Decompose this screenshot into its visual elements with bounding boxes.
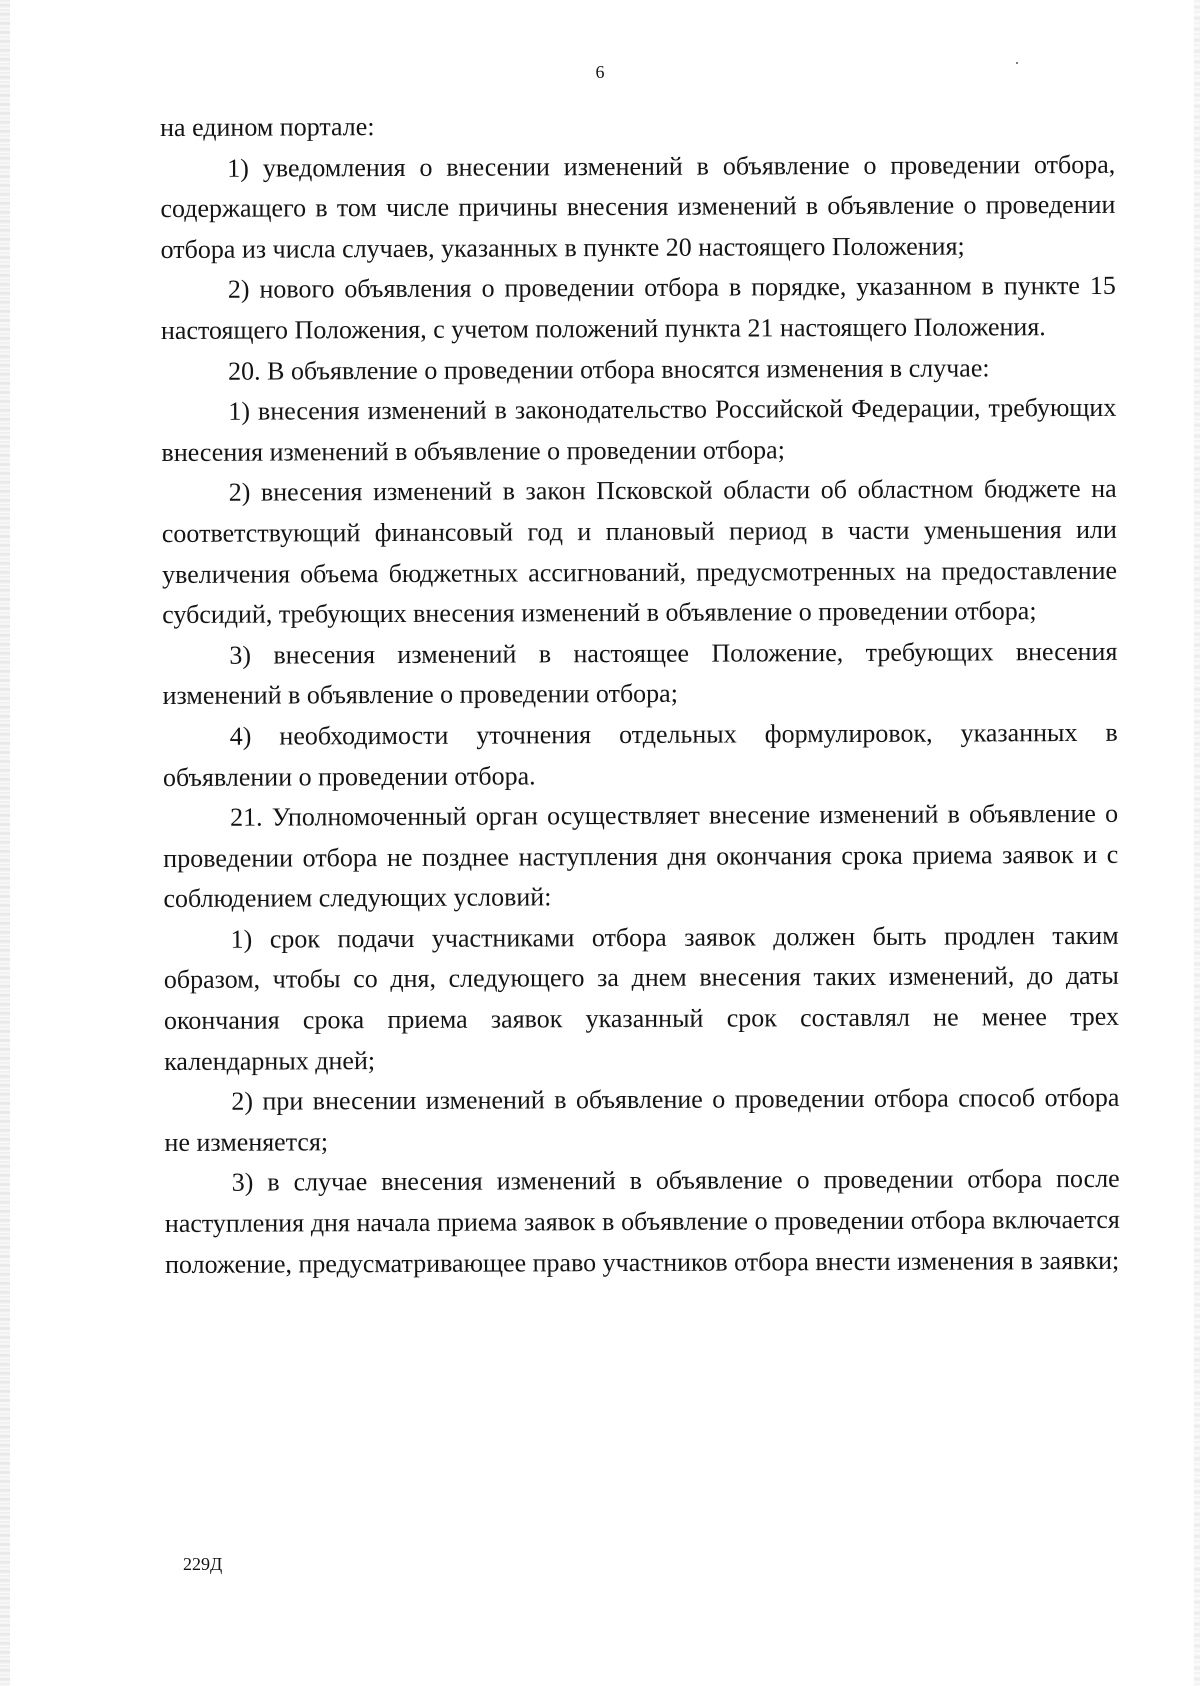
paragraph: 1) внесения изменений в законодательство Российской Федерации, требующих внесения изменений в объявление о проведении отбора; bbox=[161, 392, 1117, 467]
paragraph: 20. В объявление о проведении отбора вносятся изменения в случае: bbox=[228, 352, 990, 386]
paragraph: 1) срок подачи участниками отбора заявок должен быть продлен таким образом, чтобы со дня, следующего за днем внесения таких изменений, до даты окончания срока приема заявок указанный срок составлял не менее трех календарных дней; bbox=[163, 920, 1120, 1076]
scan-edge-left bbox=[0, 0, 10, 1686]
paragraph: 2) нового объявления о проведении отбора в порядке, указанном в пункте 15 настоящего Положения, с учетом положений пункта 21 настоящего Положения. bbox=[160, 271, 1116, 345]
paragraph: 4) необходимости уточнения отдельных формулировок, указанных в объявлении о проведении отбора. bbox=[162, 717, 1118, 792]
paragraph: 3) внесения изменений в настоящее Положение, требующих внесения изменений в объявление о проведении отбора; bbox=[162, 636, 1118, 711]
paragraph: 21. Уполномоченный орган осуществляет внесение изменений в объявление о проведении отбора не позднее наступления дня окончания срока приема заявок и с соблюдением следующих условий: bbox=[163, 798, 1119, 914]
paragraph: 2) внесения изменений в закон Псковской области об областном бюджете на соответствующий финансовый год и плановый период в части уменьшения или увеличения объема бюджетных ассигнований, предусмотренных на предоставление субсидий, требующих внесения изменений в объявление о проведении отбора; bbox=[161, 474, 1118, 630]
paragraph: 1) уведомления о внесении изменений в объявление о проведении отбора, содержащего в том числе причины внесения изменений в объявление о проведении отбора из числа случаев, указанных в пункте 20 настоящего Положения; bbox=[160, 149, 1116, 264]
paragraph: на едином портале: bbox=[160, 112, 375, 142]
scan-edge-right bbox=[1194, 0, 1200, 1686]
document-code: 229Д bbox=[183, 1554, 223, 1574]
paragraph: 3) в случае внесения изменений в объявление о проведении отбора после наступления дня начала приема заявок в объявление о проведении отбора включается положение, предусматривающее право участников отбора внести изменения в заявки; bbox=[164, 1164, 1120, 1279]
document-body bbox=[160, 104, 1120, 1285]
page-number: 6 bbox=[595, 62, 605, 82]
paragraph: 2) при внесении изменений в объявление о проведении отбора способ отбора не изменяется; bbox=[164, 1083, 1120, 1157]
